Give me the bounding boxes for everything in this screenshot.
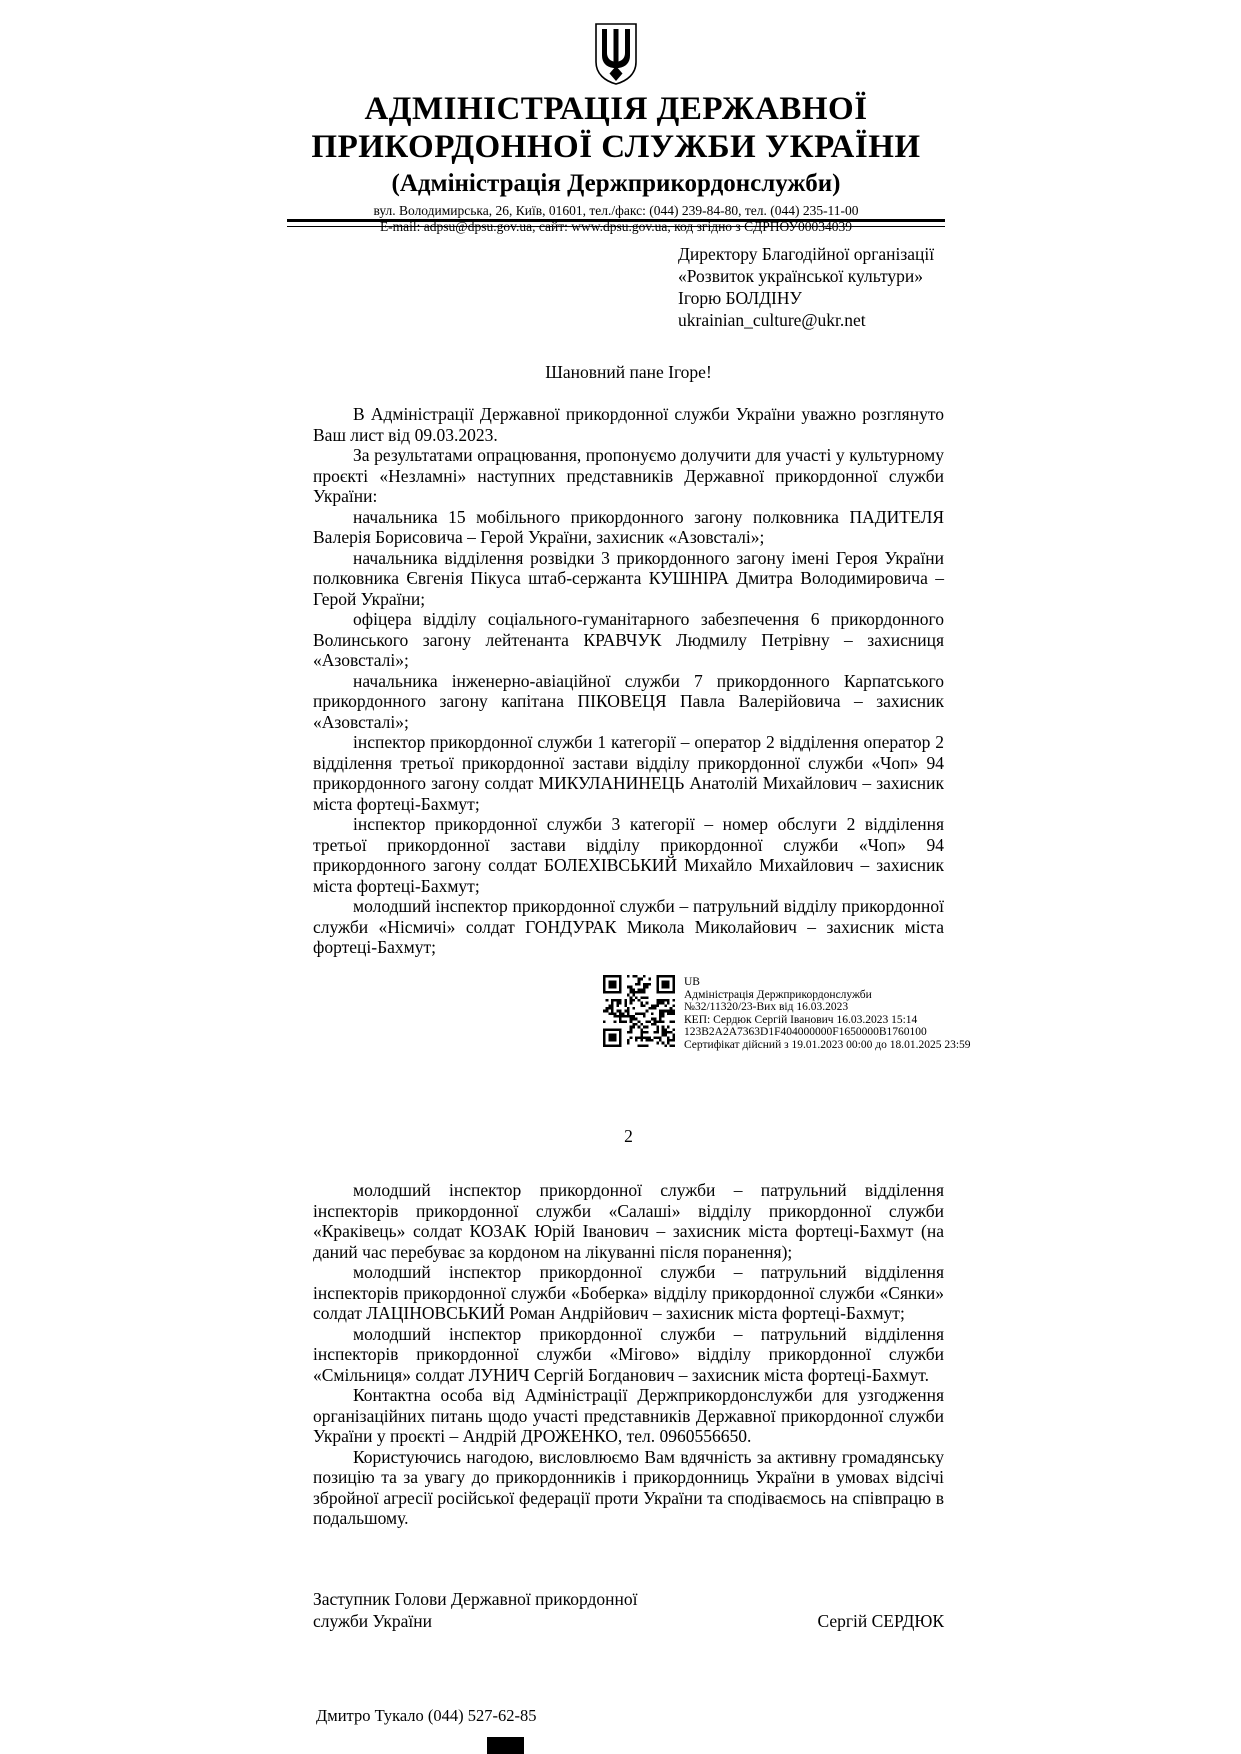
body-paragraph: В Адміністрації Державної прикордонної служби України уважно розглянуто Ваш лист від 09.03.2023. [313, 404, 944, 445]
signature-block [313, 1588, 944, 1632]
body-paragraph: молодший інспектор прикордонної служби – патрульний відділення інспекторів прикордонної служби «Салаші» відділу прикордонної служби «Краківець» солдат КОЗАК Юрій Іванович – захисник міста фортеці-Бахмут (на даний час перебуває за кордоном на лікуванні після поранення); [313, 1180, 944, 1262]
recipient-block [678, 243, 934, 331]
org-name [287, 90, 945, 166]
digital-signature-stamp [603, 975, 971, 1052]
recipient-line: ukrainian_culture@ukr.net [678, 310, 866, 330]
body-paragraph: офіцера відділу соціального-гуманітарного забезпечення 6 прикордонного Волинського загону лейтенанта КРАВЧУК Людмилу Петрівну – захисниця «Азовсталі»; [313, 609, 944, 670]
org-short-name: (Адміністрація Держприкордонслужби) [391, 170, 841, 197]
stamp-line: UB [684, 976, 700, 988]
stamp-line: Адміністрація Держприкордонслужби [684, 988, 872, 1001]
signer-name: Сергій СЕРДЮК [817, 1611, 944, 1631]
org-name-line2: ПРИКОРДОННОЇ СЛУЖБИ УКРАЇНИ [311, 129, 921, 165]
salutation: Шановний пане Ігоре! [545, 362, 712, 382]
body-paragraph: Контактна особа від Адміністрації Держприкордонслужби для узгодження організаційних питань щодо участі представників Державної прикордонної служби України у проєкті – Андрій ДРОЖЕНКО, тел. 0960556650. [313, 1385, 944, 1446]
org-address-line1: вул. Володимирська, 26, Київ, 01601, тел./факс: (044) 239-84-80, тел. (044) 235-11-00 [373, 203, 859, 218]
org-address-line2: E-mail: adpsu@dpsu.gov.ua, сайт: www.dpsu.gov.ua, код згідно з ЄДРПОУ00034039 [379, 219, 853, 234]
body-paragraph: молодший інспектор прикордонної служби – патрульний відділення інспекторів прикордонної служби «Боберка» відділу прикордонної служби «Сянки» солдат ЛАЦІНОВСЬКИЙ Роман Андрійович – захисник міста фортеці-Бахмут; [313, 1262, 944, 1323]
stamp-line: №32/11320/23-Вих від 16.03.2023 [684, 1001, 849, 1014]
ukraine-trident-emblem-icon [594, 22, 638, 86]
letterhead [287, 22, 945, 235]
body-paragraph: інспектор прикордонної служби 1 категорії – оператор 2 відділення оператор 2 відділення третьої прикордонної застави відділу прикордонної служби «Чоп» 94 прикордонного загону солдат МИКУЛАНИНЕЦЬ Анатолій Михайлович – захисник міста фортеці-Бахмут; [313, 732, 944, 814]
body-paragraph: Користуючись нагодою, висловлюємо Вам вдячність за активну громадянську позицію та за увагу до прикордонників і прикордонниць України в умовах відсічі збройної агресії російської федерації проти України та сподіваємось на співпрацю в подальшому. [313, 1446, 944, 1528]
stamp-details [684, 975, 971, 1052]
header-divider [287, 219, 945, 227]
page-number: 2 [624, 1126, 633, 1146]
body-page1 [313, 404, 944, 958]
redaction-mark [487, 1737, 524, 1754]
org-name-line1: АДМІНІСТРАЦІЯ ДЕРЖАВНОЇ [364, 91, 868, 127]
stamp-line: 123B2A2A7363D1F404000000F1650000B1760100 [684, 1026, 927, 1039]
body-paragraph: За результатами опрацювання, пропонуємо долучити для участі у культурному проєкті «Незламні» наступних представників Державної прикордонної служби України: [313, 445, 944, 506]
executor-contact: Дмитро Тукало (044) 527-62-85 [316, 1706, 537, 1725]
recipient-line: Директору Благодійної організації [678, 244, 935, 264]
body-paragraph: начальника 15 мобільного прикордонного загону полковника ПАДИТЕЛЯ Валерія Борисовича – Герой України, захисник «Азовсталі»; [313, 506, 944, 547]
body-paragraph: начальника інженерно-авіаційної служби 7 прикордонного Карпатського прикордонного загону капітана ПІКОВЕЦЯ Павла Валерійовича – захисник «Азовсталі»; [313, 670, 944, 732]
signer-title: Заступник Голови Державної прикордонної служби України [313, 1589, 638, 1631]
qr-code [603, 975, 675, 1047]
body-paragraph: начальника відділення розвідки 3 прикордонного загону імені Героя України полковника Євгенія Пікуса штаб-сержанта КУШНІРА Дмитра Володимировича – Герой України; [313, 547, 944, 609]
stamp-line: КЕП: Сердюк Сергій Іванович 16.03.2023 15:14 [684, 1013, 918, 1026]
stamp-line: Сертифікат дійсний з 19.01.2023 00:00 до 18.01.2025 23:59 [684, 1038, 971, 1051]
body-paragraph: молодший інспектор прикордонної служби – патрульний відділу прикордонної служби «Нісмичі» солдат ГОНДУРАК Микола Миколайович – захисник міста фортеці-Бахмут; [313, 896, 944, 957]
recipient-line: «Розвиток української культури» [678, 266, 924, 286]
body-paragraph: молодший інспектор прикордонної служби – патрульний відділення інспекторів прикордонної служби «Мігово» відділу прикордонної служби «Смільниця» солдат ЛУНИЧ Сергій Богданович – захисник міста фортеці-Бахмут. [313, 1323, 944, 1385]
recipient-line: Ігорю БОЛДІНУ [678, 288, 802, 308]
body-page2 [313, 1180, 944, 1529]
body-paragraph: інспектор прикордонної служби 3 категорії – номер обслуги 2 відділення третьої прикордонної застави відділу прикордонної служби «Чоп» 94 прикордонного загону солдат БОЛЕХІВСЬКИЙ Михайло Михайлович – захисник міста фортеці-Бахмут; [313, 814, 944, 896]
